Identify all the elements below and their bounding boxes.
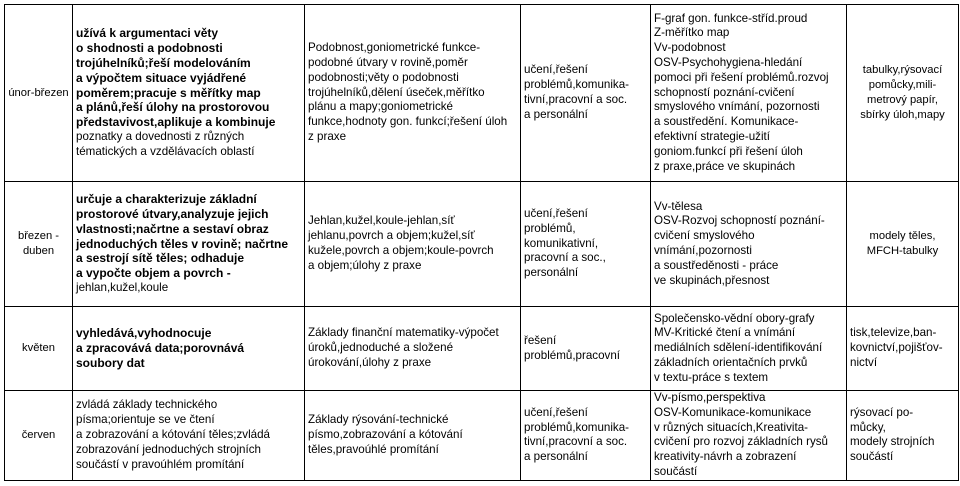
month-cell: únor-březen	[5, 5, 73, 182]
competences-cell: učení,řešení problémů,komunika- tivní,pracovní a soc. a personální	[521, 5, 651, 182]
table-row	[5, 5, 959, 182]
topic-cell: Jehlan,kužel,koule-jehlan,síť jehlanu,povrch a objem;kužel,síť kužele,povrch a objem;koule-povrch a objem;úlohy z praxe	[305, 182, 521, 307]
curriculum-table	[4, 4, 959, 481]
topic-cell: Podobnost,goniometrické funkce- podobné útvary v rovině,poměr podobnosti;věty o podobnosti trojúhelníků,dělení úseček,měřítko plánu a mapy;goniometrické funkce,hodnoty gon. funkcí;řešení úloh z praxe	[305, 5, 521, 182]
outputs-cell: vyhledává,vyhodnocuje a zpracovává data;porovnává soubory dat	[73, 307, 305, 391]
month-cell: květen	[5, 307, 73, 391]
aids-cell: modely těles, MFCH-tabulky	[847, 182, 959, 307]
month-cell: březen - duben	[5, 182, 73, 307]
competences-cell: řešení problémů,pracovní	[521, 307, 651, 391]
themes-cell: Vv-tělesa OSV-Rozvoj schopností poznání- cvičení smyslového vnímání,pozornosti a soustředěnosti - práce ve skupinách,přesnost	[651, 182, 847, 307]
aids-cell: tisk,televize,ban- kovnictví,pojišťov- nictví	[847, 307, 959, 391]
outputs-cell: určuje a charakterizuje základní prostorové útvary,analyzuje jejich vlastnosti;načrtne a sestaví obraz jednoduchých těles v rovině; načrtne a sestrojí sítě těles; odhaduje a vypočte objem a povrch - jehlan,kužel,koule	[73, 182, 305, 307]
competences-cell: učení,řešení problémů, komunikativní, pracovní a soc., personální	[521, 182, 651, 307]
topic-cell: Základy rýsování-technické písmo,zobrazování a kótování těles,pravoúhlé promítání	[305, 391, 521, 481]
month-cell: červen	[5, 391, 73, 481]
table-row	[5, 307, 959, 391]
table-row	[5, 182, 959, 307]
competences-cell: učení,řešení problémů,komunika- tivní,pracovní a soc. a personální	[521, 391, 651, 481]
themes-cell: Vv-písmo,perspektiva OSV-Komunikace-komunikace v různých situacích,Kreativita- cvičení pro rozvoj základních rysů kreativity-návrh a zobrazení součástí	[651, 391, 847, 481]
outputs-cell: zvládá základy technického písma;orientuje se ve čtení a zobrazování a kótování těles;zvládá zobrazování jednoduchých strojních součástí v pravoúhlém promítání	[73, 391, 305, 481]
outputs-cell: užívá k argumentaci věty o shodnosti a podobnosti trojúhelníků;řeší modelováním a výpočtem situace vyjádřené poměrem;pracuje s měřítky map a plánů,řeší úlohy na prostorovou představivost,aplikuje a kombinuje poznatky a dovednosti z různých tématických a vzdělávacích oblastí	[73, 5, 305, 182]
table-row	[5, 391, 959, 481]
themes-cell: F-graf gon. funkce-stříd.proud Z-měřítko map Vv-podobnost OSV-Psychohygiena-hledání pomoci při řešení problémů.rozvoj schopností poznání-cvičení smyslového vnímání, pozornosti a soustředění. Komunikace- efektivní strategie-užití goniom.funkcí při řešení úloh z praxe,práce ve skupinách	[651, 5, 847, 182]
aids-cell: rýsovací po- můcky, modely strojních součástí	[847, 391, 959, 481]
topic-cell: Základy finanční matematiky-výpočet úroků,jednoduché a složené úrokování,úlohy z praxe	[305, 307, 521, 391]
aids-cell: tabulky,rýsovací pomůcky,mili- metrový papír, sbírky úloh,mapy	[847, 5, 959, 182]
themes-cell: Společensko-vědní obory-grafy MV-Kritické čtení a vnímání mediálních sdělení-identifikování základních orientačních prvků v textu-práce s textem	[651, 307, 847, 391]
